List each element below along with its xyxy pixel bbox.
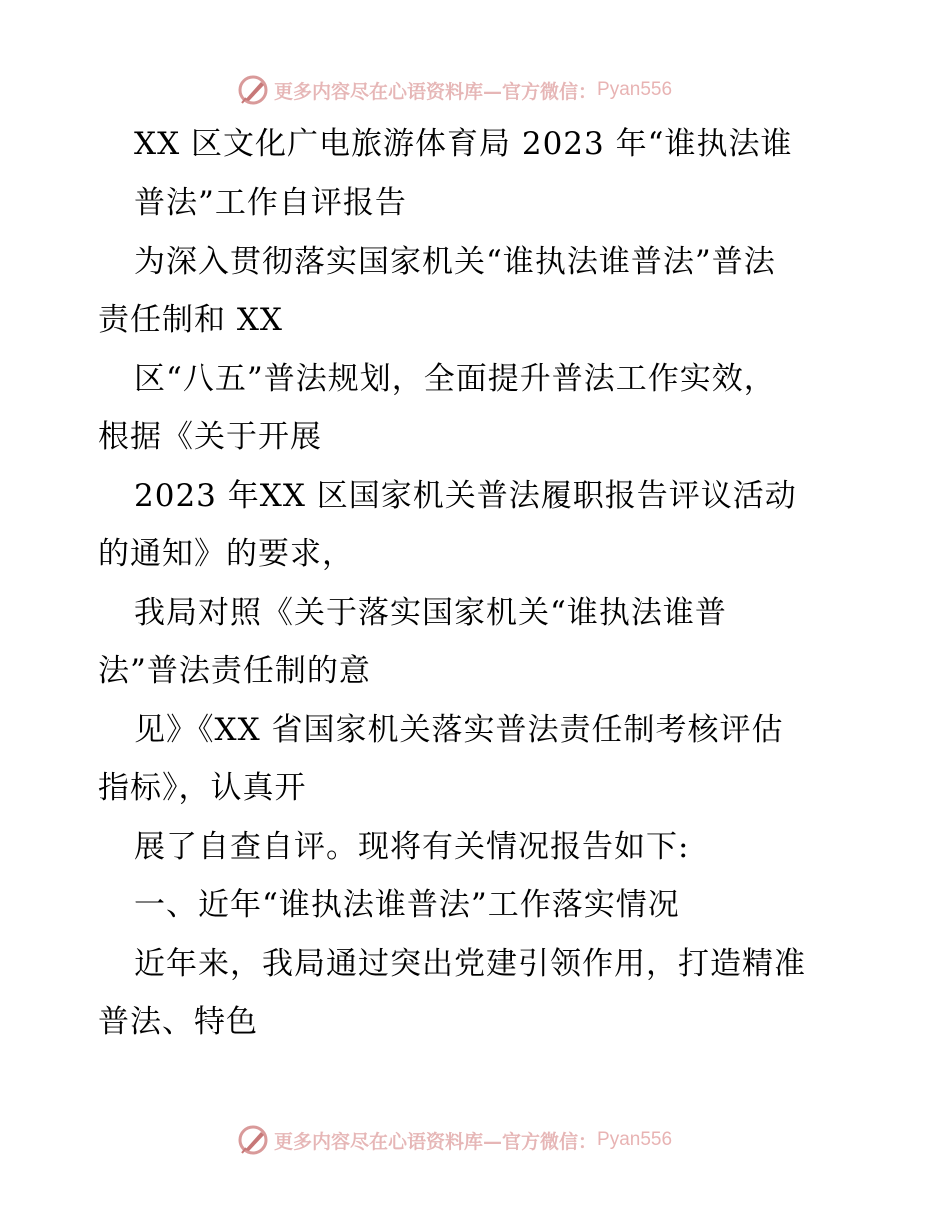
body-line: 见》《XX 省国家机关落实普法责任制考核评估 [134, 712, 784, 748]
watermark-footer [236, 1122, 672, 1158]
body-line: 2023 年XX 区国家机关普法履职报告评议活动 [134, 478, 797, 514]
body-line: 区“八五”普法规划，全面提升普法工作实效， [134, 361, 776, 397]
body-line: 普法、特色 [98, 1004, 258, 1040]
body-line: 根据《关于开展 [98, 419, 322, 455]
body-line: 的通知》的要求， [98, 536, 354, 572]
quill-logo-icon [236, 73, 270, 107]
watermark-account: Pyan556 [597, 79, 673, 100]
watermark-text: 更多内容尽在心语资料库—官方微信： [274, 1130, 598, 1153]
watermark-account: Pyan556 [597, 1129, 673, 1150]
body-line: 指标》，认真开 [98, 770, 307, 806]
document-title-line-2: 普法”工作自评报告 [134, 185, 407, 221]
section-heading: 一、近年“谁执法谁普法”工作落实情况 [134, 887, 680, 923]
body-line: 近年来，我局通过突出党建引领作用，打造精准 [134, 946, 806, 982]
body-line: 展了自查自评。现将有关情况报告如下: [134, 829, 690, 865]
body-line: 法”普法责任制的意 [98, 653, 371, 689]
body-line: 为深入贯彻落实国家机关“谁执法谁普法”普法 [134, 244, 776, 280]
watermark-text: 更多内容尽在心语资料库—官方微信： [274, 80, 598, 103]
document-title-line-1: XX 区文化广电旅游体育局 2023 年“谁执法谁 [134, 126, 793, 162]
quill-logo-icon [236, 1123, 270, 1157]
body-line: 我局对照《关于落实国家机关“谁执法谁普 [134, 595, 727, 631]
body-line: 责任制和 XX [98, 302, 283, 338]
watermark-header [236, 72, 672, 108]
